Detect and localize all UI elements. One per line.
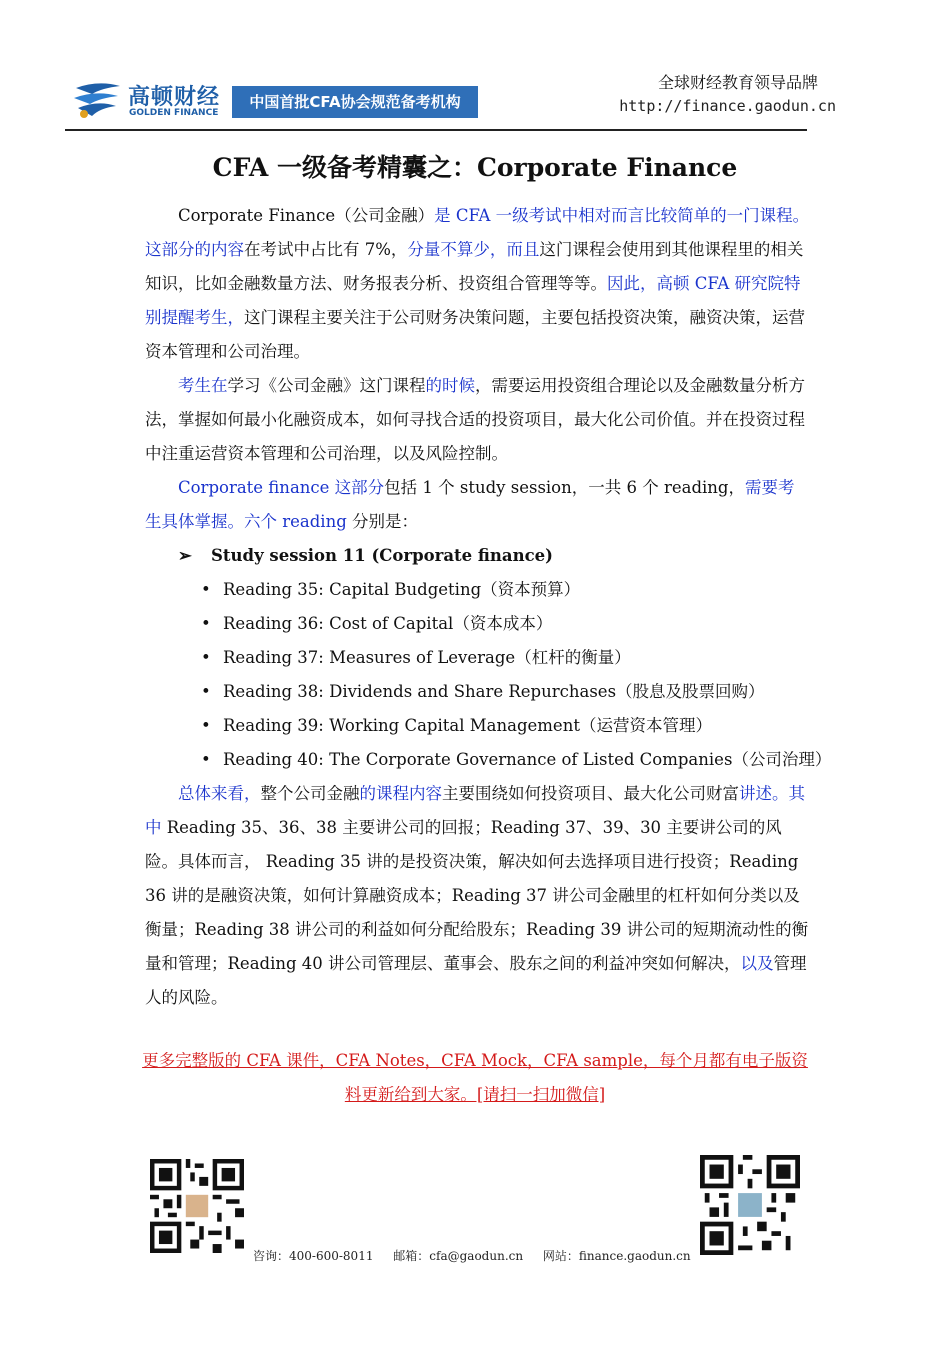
promo-link[interactable] [140, 1044, 810, 1112]
bullet-icon: • [201, 750, 211, 769]
list-item [145, 709, 810, 743]
logo-wing-icon [72, 78, 124, 122]
text-span: 在考试中占比有 7%， [244, 240, 408, 259]
highlight-span: 分量不算少，而且 [407, 240, 540, 259]
highlight-span: Corporate finance 这部分 [178, 478, 385, 497]
readings-list [145, 573, 832, 777]
highlight-span: 考生在 [178, 376, 228, 395]
header-banner: 中国首批CFA协会规范备考机构 [232, 86, 478, 118]
header-tagline: 全球财经教育领导品牌 [657, 73, 818, 92]
highlight-span: 以及 [740, 954, 774, 973]
list-item [145, 641, 810, 675]
highlight-span: 因此，高顿 CFA 研究院特别提醒考生， [145, 274, 801, 327]
paragraph-summary [145, 777, 810, 1015]
qr-code-icon [700, 1155, 800, 1255]
paragraph-intro [145, 199, 810, 369]
footer-email[interactable]: 邮箱：cfa@gaodun.cn [393, 1249, 524, 1263]
study-session-label: Study session 11 (Corporate finance) [211, 546, 553, 565]
bullet-icon: • [201, 580, 211, 599]
text-span: 这门课程会使用到其他课程里的相关知识，比如金融数量方法、财务报表分析、投资组合管理等等。 [145, 240, 804, 293]
footer-website[interactable]: 网站：finance.gaodun.cn [542, 1249, 691, 1263]
logo [72, 78, 232, 122]
highlight-span: 讲述。其中 [145, 784, 805, 837]
reading-label: Reading 40: The Corporate Governance of Listed Companies（公司治理） [223, 750, 832, 769]
text-span: 主要围绕如何投资项目、最大化公司财富 [442, 784, 739, 803]
highlight-span: 总体来看， [178, 784, 261, 803]
paragraph-study-advice [145, 369, 810, 471]
footer-phone: 咨询：400-600-8011 [253, 1249, 374, 1263]
list-item [145, 743, 832, 777]
text-span: 这门课程主要关注于公司财务决策问题，主要包括投资决策，融资决策，运营资本管理和公司治理。 [145, 308, 805, 361]
list-item [145, 573, 810, 607]
text-span: Reading 35、36、38 主要讲公司的回报；Reading 37、39、30 主要讲公司的风险。具体而言， Reading 35 讲的是投资决策，解决如何去选择项目进行投资；Reading 36 讲的是融资决策，如何计算融资成本；Reading 37 讲公司金融里的杠杆如何分类以及衡量；Reading 38 讲公司的利益如何分配给股东；Reading 39 讲公司的短期流动性的衡量和管理；Reading 40 讲公司管理层、董事会、股东之间的利益冲突如何解决， [145, 818, 809, 973]
footer-contact [253, 1247, 707, 1264]
paragraph-structure [145, 471, 810, 539]
header-divider [65, 129, 807, 131]
highlight-span: 的时候 [425, 376, 475, 395]
arrow-bullet-icon: ➢ [178, 546, 192, 565]
text-span: 分别是： [346, 512, 419, 531]
text-span: 包括 1 个 study session，一共 6 个 reading， [384, 478, 745, 497]
text-span: Corporate Finance（公司金融） [178, 206, 435, 225]
list-item [145, 607, 810, 641]
study-session-heading [145, 539, 810, 573]
text-span: ，需要运用投资组合理论以及金融数量分析方法，掌握如何最小化融资成本，如何寻找合适的投资项目，最大化公司价值。并在投资过程中注重运营资本管理和公司治理，以及风险控制。 [145, 376, 805, 463]
bullet-icon: • [201, 648, 211, 667]
article-body [145, 199, 832, 1015]
bullet-icon: • [201, 682, 211, 701]
logo-en-text: GOLDEN FINANCE [129, 108, 219, 118]
header-url[interactable]: http://finance.gaodun.cn [619, 97, 836, 115]
logo-cn-text: 高顿财经 [128, 85, 221, 110]
reading-label: Reading 38: Dividends and Share Repurchases（股息及股票回购） [223, 682, 765, 701]
text-span: 整个公司金融 [260, 784, 360, 803]
highlight-span: 需要考生具体掌握。六个 reading [145, 478, 795, 531]
promo-text[interactable]: 更多完整版的 CFA 课件，CFA Notes，CFA Mock，CFA sample，每个月都有电子版资料更新给到大家。[请扫一扫加微信] [142, 1051, 808, 1104]
reading-label: Reading 37: Measures of Leverage（杠杆的衡量） [223, 648, 631, 667]
reading-label: Reading 35: Capital Budgeting（资本预算） [223, 580, 581, 599]
highlight-span: 是 CFA 一级考试中相对而言比较简单的一门课程。这部分的内容 [145, 206, 810, 259]
list-item [145, 675, 810, 709]
reading-label: Reading 39: Working Capital Management（运营资本管理） [223, 716, 712, 735]
bullet-icon: • [201, 716, 211, 735]
highlight-span: 的课程内容 [359, 784, 442, 803]
qr-code-icon [150, 1159, 244, 1253]
text-span: 管理人的风险。 [145, 954, 807, 1007]
reading-label: Reading 36: Cost of Capital（资本成本） [223, 614, 553, 633]
bullet-icon: • [201, 614, 211, 633]
text-span: 学习《公司金融》这门课程 [227, 376, 426, 395]
page-title: CFA 一级备考精囊之：Corporate Finance [212, 153, 738, 182]
